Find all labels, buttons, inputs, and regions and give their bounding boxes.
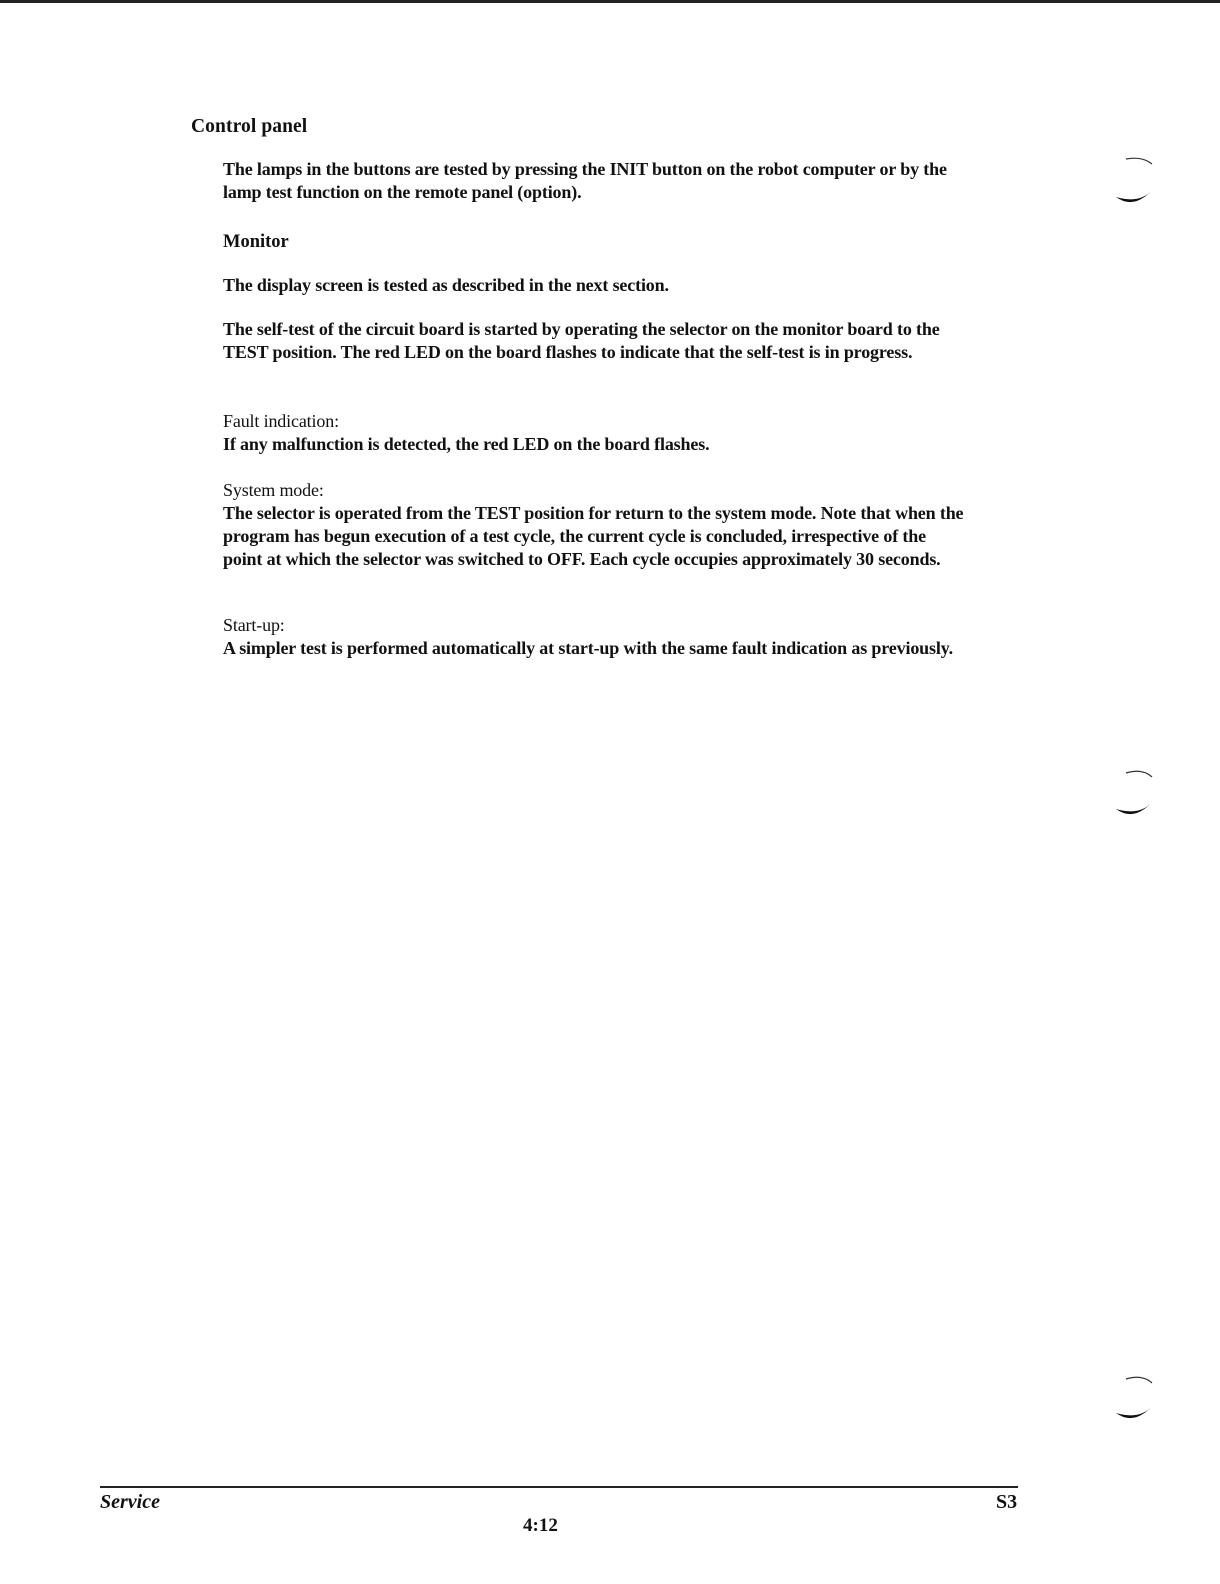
fault-indication-text: If any malfunction is detected, the red LED on the board flashes. [223, 434, 710, 454]
page-number: 4:12 [523, 1515, 558, 1536]
section-heading: Control panel [191, 116, 308, 137]
footer-section-code: S3 [996, 1491, 1018, 1513]
system-mode-block [223, 479, 968, 571]
startup-block [223, 614, 968, 660]
footer-section-name: Service [100, 1491, 160, 1513]
binder-hole-mark-top [1112, 150, 1160, 210]
fault-indication-block [223, 410, 968, 456]
self-test-paragraph: The self-test of the circuit board is started by operating the selector on the monitor board to the TEST position. The red LED on the board flashes to indicate that the self-test is in progress. [223, 319, 940, 362]
monitor-heading: Monitor [223, 232, 289, 252]
top-border-line [0, 0, 1220, 3]
startup-label: Start-up: [223, 615, 285, 635]
system-mode-text: The selector is operated from the TEST position for return to the system mode. Note that when the program has begun execution of a test cycle, the current cycle is concluded, irrespective of the point at which the selector was switched to OFF. Each cycle occupies approximately 30 seconds. [223, 503, 964, 569]
startup-text: A simpler test is performed automatically at start-up with the same fault indication as previously. [223, 638, 953, 658]
footer-rule [100, 1486, 1018, 1488]
binder-hole-mark-middle [1112, 760, 1160, 820]
display-paragraph: The display screen is tested as described in the next section. [223, 275, 669, 295]
system-mode-label: System mode: [223, 480, 324, 500]
intro-paragraph: The lamps in the buttons are tested by pressing the INIT button on the robot computer or by the lamp test function on the remote panel (option). [223, 159, 947, 202]
fault-indication-label: Fault indication: [223, 411, 339, 431]
binder-hole-mark-bottom [1112, 1366, 1160, 1426]
